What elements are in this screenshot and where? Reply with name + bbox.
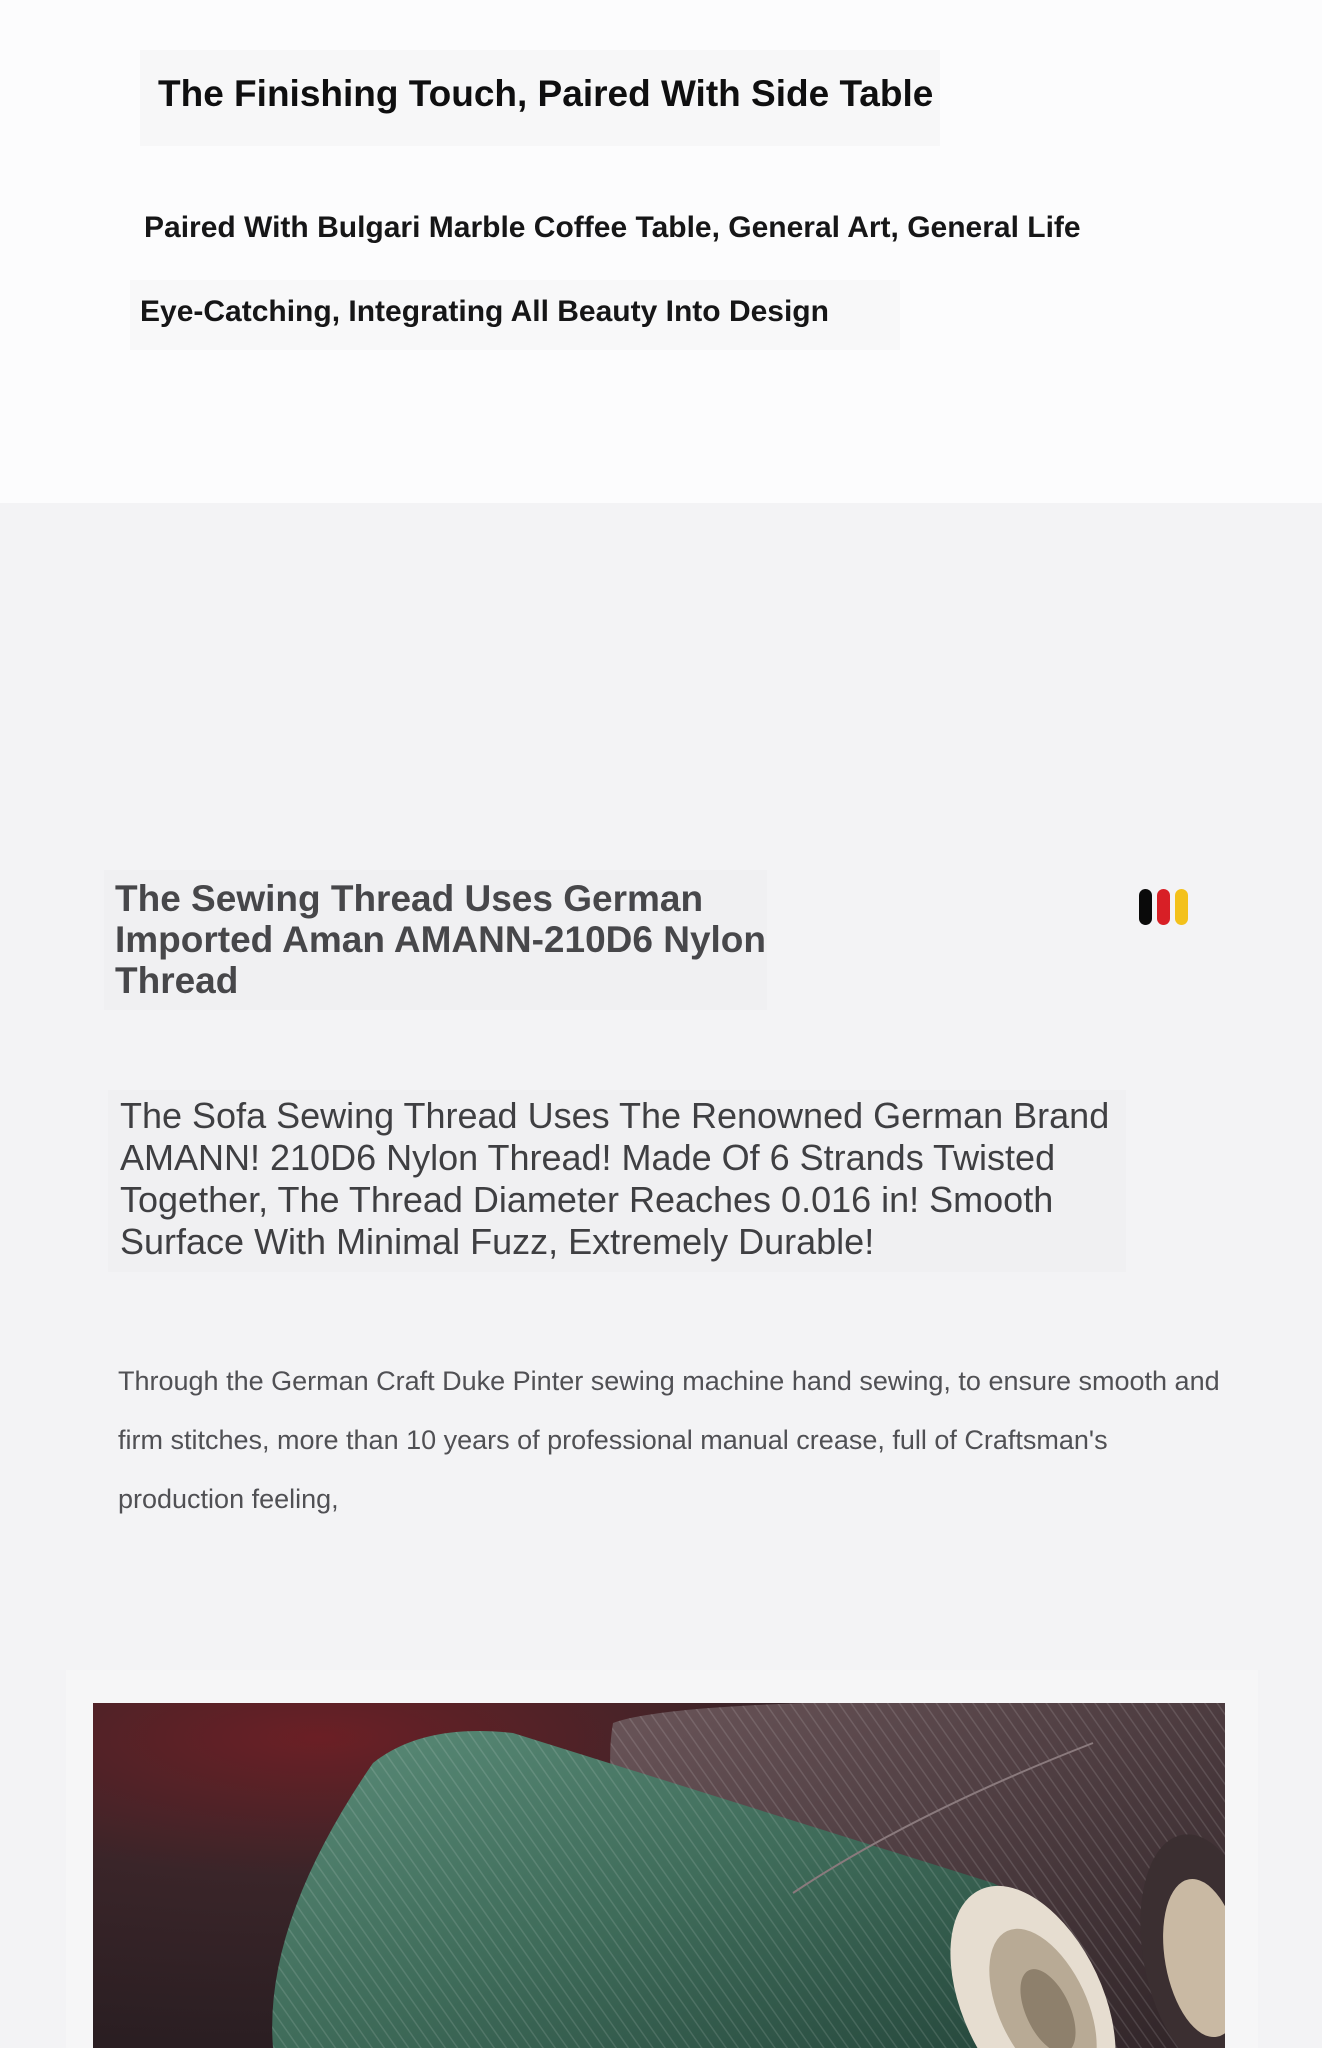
section-title: The Finishing Touch, Paired With Side Table — [158, 73, 934, 114]
section-title-box — [140, 50, 940, 146]
design-text: Eye-Catching, Integrating All Beauty Into Design — [140, 295, 829, 328]
thread-description: The Sofa Sewing Thread Uses The Renowned German Brand AMANN! 210D6 Nylon Thread! Made Of 6 Strands Twisted Together, The Thread Diameter Reaches 0.016 in! Smooth Surface With Minimal Fuzz, Extremely Durable! — [120, 1095, 1110, 1262]
thread-spools-illustration — [93, 1703, 1225, 2048]
germany-flag-icon — [1139, 889, 1189, 925]
pairing-text: Paired With Bulgari Marble Coffee Table, General Art, General Life — [144, 211, 1081, 244]
flag-stripe-red — [1157, 889, 1170, 925]
flag-stripe-gold — [1175, 889, 1188, 925]
thread-spools-photo — [93, 1703, 1225, 2048]
thread-heading: The Sewing Thread Uses German Imported Aman AMANN-210D6 Nylon Thread — [115, 878, 767, 1001]
craft-body-text: Through the German Craft Duke Pinter sewing machine hand sewing, to ensure smooth and firm stitches, more than 10 years of professional manual crease, full of Craftsman's production feeling, — [118, 1366, 1220, 1514]
finishing-touch-section — [0, 0, 1322, 503]
flag-stripe-black — [1139, 889, 1152, 925]
